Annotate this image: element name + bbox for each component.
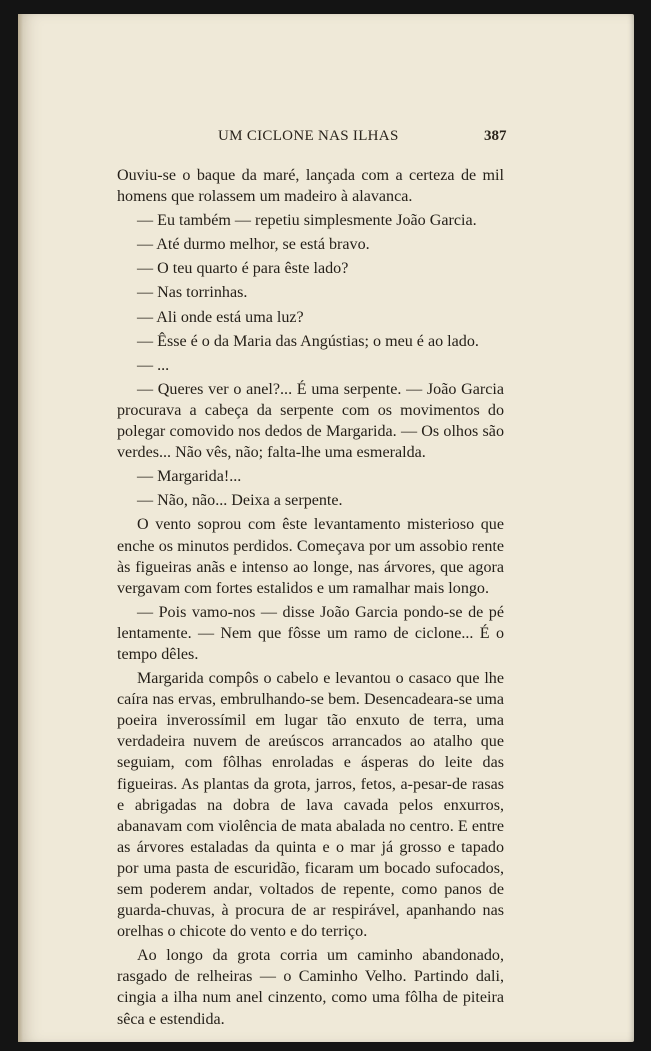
paragraph: — Não, não... Deixa a serpente. [137,492,343,510]
paragraph: O vento soprou com êste levantamento misterioso que enche os minutos perdidos. Começava por um assobio rente às figueiras anãs e intenso ao longe, nas árvores, que agora vergavam com fortes estalidos e um ramalhar mais longo. [117,516,504,597]
paragraph: — Eu também — repetiu simplesmente João Garcia. [137,212,477,230]
chapter-title: UM CICLONE NAS ILHAS [218,128,399,144]
page-gutter [18,14,23,1042]
body-text [117,165,504,1033]
paragraph: — ... [137,356,170,374]
page-number: 387 [484,128,507,144]
paragraph: — Queres ver o anel?... É uma serpente. — João Garcia procurava a cabeça da serpente com os movimentos do polegar comovido nos dedos de Margarida. — Os olhos são verdes... Não vês, não; falta-lhe uma esmeralda. [117,380,504,462]
book-page [18,14,634,1042]
paragraph: Ao longo da grota corria um caminho abandonado, rasgado de relheiras — o Caminho Velho. Partindo dali, cingia a ilha num anel cinzento, como uma fôlha de piteira sêca e estendida. [117,947,504,1028]
paragraph: — Margarida!... [137,468,242,486]
paragraph: Ouviu-se o baque da maré, lançada com a certeza de mil homens que rolassem um madeiro à alavanca. [117,167,504,206]
paragraph: — O teu quarto é para êste lado? [137,260,349,278]
paragraph: — Ali onde está uma luz? [137,308,304,326]
paragraph: Margarida compôs o cabelo e levantou o casaco que lhe caíra nas ervas, embrulhando-se bem. Desencadeara-se uma poeira inverossímil em lugar tão enxuto de terra, uma verdadeira nuvem de areúscos arrancados ao atalho que seguiam, com fôlhas enroladas e ásperas do leite das figueiras. As plantas da grota, jarros, fetos, a-pesar-de rasas e abrigadas na dobra de lava cavada pelos enxurros, abanavam com violência de mata abalada no centro. E entre as árvores estaladas da quinta e o mar já grosso e tapado por uma pasta de escuridão, ficaram um bocado sufocados, sem poderem andar, voltados de repente, como panos de guarda-chuvas, à procura de ar respirável, apanhando nas orelhas o chicote do vento e do terriço. [117,670,504,941]
paragraph: — Pois vamo-nos — disse João Garcia pondo-se de pé lentamente. — Nem que fôsse um ramo de ciclone... É o tempo dêles. [117,603,504,663]
paragraph: — Nas torrinhas. [137,284,248,302]
paragraph: — Até durmo melhor, se está bravo. [137,236,370,254]
paragraph: — Êsse é o da Maria das Angústias; o meu é ao lado. [137,332,479,350]
running-head [18,128,634,148]
